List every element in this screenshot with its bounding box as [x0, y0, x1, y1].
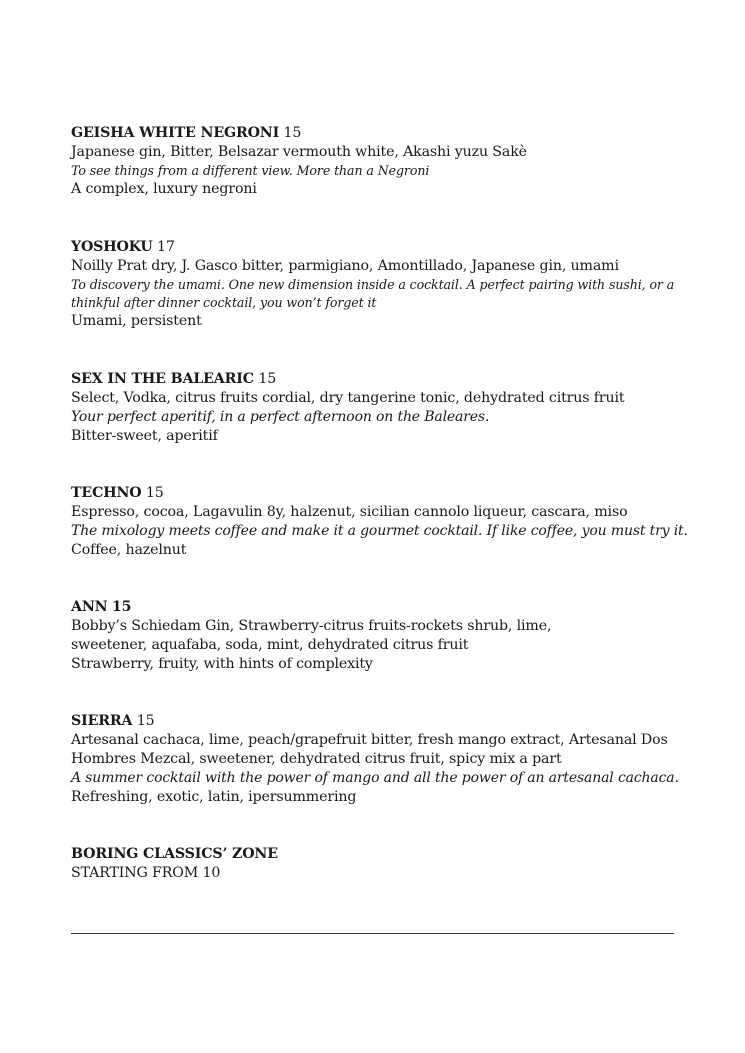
menu-item-title	[71, 484, 675, 503]
menu-item-title	[71, 598, 675, 617]
menu-item-ingredients: Hombres Mezcal, sweetener, dehydrated citrus fruit, spicy mix a part	[71, 751, 562, 767]
menu-item-ingredients: Espresso, cocoa, Lagavulin 8y, halzenut, sicilian cannolo liqueur, cascara, miso	[71, 504, 628, 520]
classics-subtitle: STARTING FROM 10	[71, 865, 221, 881]
classics-zone	[71, 845, 675, 883]
menu-item-description: The mixology meets coffee and make it a gourmet cocktail. If like coffee, you must try it.	[71, 523, 688, 539]
menu-item-description: To see things from a different view. More than a Negroni	[71, 163, 430, 178]
menu-item-description: thinkful after dinner cocktail, you won’t forget it	[71, 295, 377, 310]
menu-item-price: 17	[157, 239, 175, 255]
menu-item-taste: Refreshing, exotic, latin, ipersummering	[71, 789, 357, 805]
menu-item-price: 15	[145, 485, 164, 501]
menu-item-sex-in-the-balearic	[71, 370, 675, 446]
menu-item-ingredients: Noilly Prat dry, J. Gasco bitter, parmigiano, Amontillado, Japanese gin, umami	[71, 258, 619, 274]
menu-item-name: SIERRA	[71, 713, 133, 729]
menu-item-ann	[71, 598, 675, 674]
menu-item-title	[71, 370, 675, 389]
menu-item-price: 15	[136, 713, 155, 729]
menu-item-price: 15	[258, 371, 277, 387]
menu-item-title	[71, 124, 675, 143]
menu-item-name: TECHNO	[71, 485, 142, 501]
menu-item-taste: A complex, luxury negroni	[71, 181, 257, 197]
menu-item-taste: Coffee, hazelnut	[71, 542, 187, 558]
menu-item-description: A summer cocktail with the power of mango and all the power of an artesanal cachaca.	[71, 770, 679, 786]
menu-item-name: SEX IN THE BALEARIC	[71, 371, 254, 387]
menu-item-sierra	[71, 712, 679, 807]
bottom-divider	[71, 933, 674, 934]
menu-item-description: To discovery the umami. One new dimension inside a cocktail. A perfect pairing with sushi, or a	[71, 277, 675, 292]
menu-item-techno	[71, 484, 688, 560]
menu-item-name: ANN	[71, 599, 108, 615]
menu-item-ingredients: sweetener, aquafaba, soda, mint, dehydrated citrus fruit	[71, 637, 469, 653]
menu-item-ingredients: Artesanal cachaca, lime, peach/grapefruit bitter, fresh mango extract, Artesanal Dos	[71, 732, 668, 748]
menu-item-ingredients: Japanese gin, Bitter, Belsazar vermouth white, Akashi yuzu Sakè	[71, 144, 527, 160]
menu-item-title	[71, 238, 675, 257]
classics-title	[71, 845, 675, 864]
menu-item-ingredients: Select, Vodka, citrus fruits cordial, dry tangerine tonic, dehydrated citrus fruit	[71, 390, 625, 406]
menu-item-description: Your perfect aperitif, in a perfect afternoon on the Baleares.	[71, 409, 490, 425]
menu-item-geisha-white-negroni	[71, 124, 675, 199]
menu-item-price: 15	[283, 125, 302, 141]
menu-item-name: GEISHA WHITE NEGRONI	[71, 125, 280, 141]
menu-item-taste: Strawberry, fruity, with hints of complexity	[71, 656, 373, 672]
menu-item-name: YOSHOKU	[71, 239, 153, 255]
menu-item-ingredients: Bobby’s Schiedam Gin, Strawberry-citrus fruits-rockets shrub, lime,	[71, 618, 552, 634]
menu-item-taste: Umami, persistent	[71, 313, 202, 329]
menu-item-price: 15	[111, 599, 132, 615]
menu-item-yoshoku	[71, 238, 675, 331]
menu-item-title	[71, 712, 675, 731]
classics-title-text: BORING CLASSICS’ ZONE	[71, 846, 278, 862]
menu-item-taste: Bitter-sweet, aperitif	[71, 428, 218, 444]
